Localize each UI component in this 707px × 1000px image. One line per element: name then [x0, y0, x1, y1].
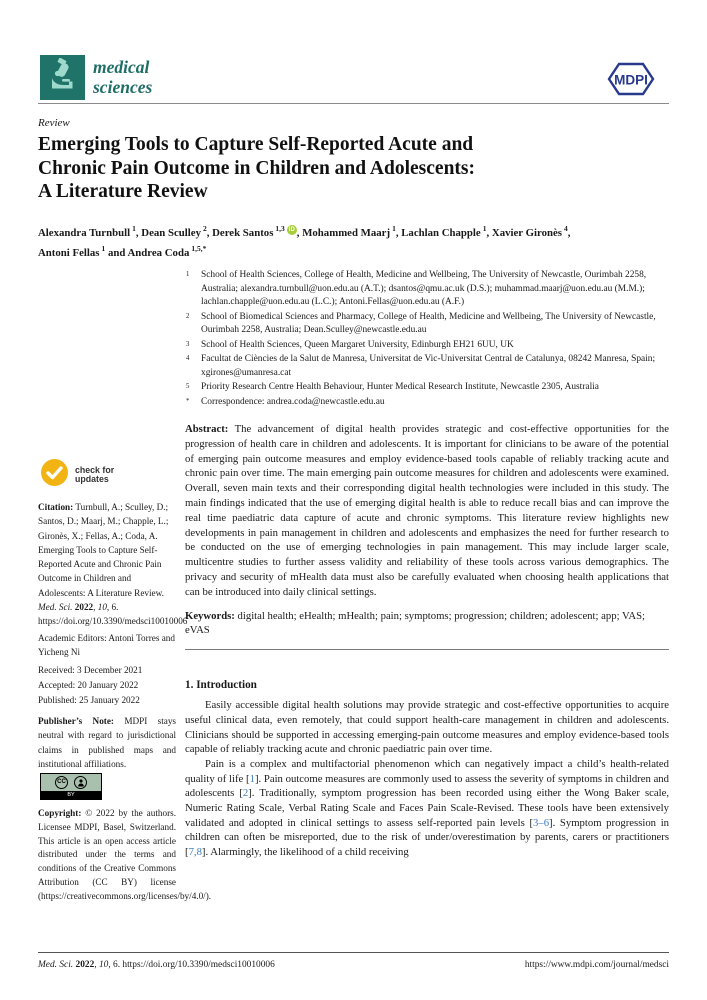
- affiliation-text: Correspondence: andrea.coda@newcastle.edu.au: [201, 396, 385, 407]
- title-line2: Chronic Pain Outcome in Children and Adolescents:: [38, 157, 475, 179]
- citation-journal: Med. Sci.: [38, 602, 75, 613]
- body-text: Pain is a complex and multifactorial phenomenon which can negatively impact a child’s health-related quality of life [: [185, 757, 669, 785]
- affiliation-number: 3: [186, 340, 190, 348]
- citation-text: [38, 502, 187, 626]
- academic-editors: Academic Editors: Antoni Torres and Yicheng Ni: [38, 633, 175, 658]
- intro-paragraph-2: [185, 757, 669, 860]
- affiliation-text: Priority Research Centre Health Behaviour, Hunter Medical Research Institute, Newcastle 2305, Australia: [201, 382, 599, 392]
- author-affiliation-sup: 4: [563, 224, 568, 233]
- keywords-text: digital health; eHealth; mHealth; pain; symptoms; progression; children; adolescent; app; VAS; eVAS: [185, 609, 645, 637]
- author-name: Lachlan Chapple: [401, 226, 481, 239]
- author-affiliation-sup: 1: [132, 224, 136, 233]
- affiliations: [185, 269, 669, 409]
- affiliation-row: [185, 269, 669, 310]
- intro-paragraph-1: Easily accessible digital health solutions may provide strategic and cost-effective opportunities to acquire useful clinical data, even remotely, that could support health-care management in children and adolescents. Clinicians should be supported in accessing emerging-pain outcome measures and employ evidence-based tools capable of reliably tracking acute and chronic paediatric pain over time.: [185, 699, 669, 756]
- received-date: Received: 3 December 2021: [38, 665, 143, 675]
- affiliation-row: [185, 396, 669, 410]
- author-name: Alexandra Turnbull: [38, 226, 131, 239]
- abstract-text: The advancement of digital health provides strategic and cost-effective opportunities for the progression of health care in children and adolescents. It is important for clinicians to be aware of the potential of emerging pain outcome measures and employ evidence-based tools capable of reliably tracking acute and chronic pain over time. The main emerging pain outcome measures for children and adolescents were examined. Overall, seven main texts and their corresponding digital health technologies were included in this study. The main findings indicated that the use of emerging digital health is able to reduce recall bias and can improve the real time paediatric data capture of acute and chronic symptoms. This literature review highlights new developments in pain management in children and adolescents and emphasizes the need for further research to be conducted on the use of emerging technologies in pain management. This may include larger scale, multicentre studies to further assess validity and reliability of these tools across various demographics. The privacy and security of mHealth data must also be carefully evaluated when choosing health applications that can be introduced into daily clinical settings.: [185, 423, 669, 598]
- journal-name: [93, 57, 152, 97]
- citation-reference-link[interactable]: 2: [242, 787, 249, 800]
- cc-icon: CC: [55, 776, 68, 789]
- abstract-divider: [185, 649, 669, 650]
- footer-citation: [38, 960, 275, 970]
- author-name: Mohammed Maarj: [302, 226, 391, 239]
- citation-reference-link[interactable]: 7,8: [188, 846, 202, 859]
- mdpi-logo-text: MDPI: [614, 72, 648, 88]
- citation-segment: Turnbull, A.; Sculley, D.; Santos, D.; Maarj, M.; Chapple, L.; Gironès, X.; Fellas, A.; Coda, A. Emerging Tools to Capture Self-Reported Acute and Chronic Pain Outcome in Children and Adolescents: A Literature Review.: [38, 502, 169, 598]
- publishers-note: [38, 714, 176, 771]
- journal-logo: [40, 55, 85, 100]
- affiliation-text: Facultat de Ciències de la Salut de Manresa, Universitat de Vic-Universitat Central de Catalunya, 08242 Manresa, Spain; xgirones@umanresa.cat: [201, 354, 656, 378]
- cc-icons: [41, 776, 101, 789]
- author-name: Dean Sculley: [141, 226, 201, 239]
- citation-label: Citation:: [38, 502, 74, 512]
- affiliation-number: *: [186, 397, 190, 405]
- affiliation-number: 1: [186, 271, 190, 278]
- journal-name-line2: sciences: [93, 77, 153, 97]
- author-separator: ,: [296, 226, 303, 239]
- author-affiliation-sup: 1: [482, 224, 487, 233]
- footer-divider: [38, 952, 669, 953]
- author-list: [38, 221, 688, 261]
- author-line-1: [38, 221, 688, 241]
- author: [212, 224, 303, 239]
- author-separator: and: [105, 246, 128, 259]
- footer-year: 2022: [75, 960, 95, 970]
- affiliation-text: School of Health Sciences, Queen Margaret University, Edinburgh EH21 6UU, UK: [201, 339, 514, 350]
- author: [127, 244, 207, 259]
- author-affiliation-sup: 1,5,*: [191, 244, 207, 254]
- title-line3: A Literature Review: [38, 181, 208, 202]
- footer-journal: Med. Sci.: [38, 960, 76, 970]
- author: [302, 224, 402, 239]
- publishers-note-text: MDPI stays neutral with regard to jurisdictional claims in published maps and institutional affiliations.: [38, 716, 176, 769]
- check-for-updates-label: [75, 466, 114, 485]
- citation-year: 2022: [74, 602, 94, 613]
- check-label-line2: updates: [75, 474, 109, 484]
- author-affiliation-sup: 1,3: [275, 224, 285, 233]
- citation-reference-link[interactable]: 3–6: [533, 816, 550, 829]
- author: [38, 244, 128, 259]
- affiliation-number: 5: [186, 383, 190, 390]
- article-type-label: Review: [38, 117, 70, 129]
- copyright-text: © 2022 by the authors. Licensee MDPI, Basel, Switzerland. This article is an open access article distributed under the terms and conditions of the Creative Commons Attribution (CC BY) license (https://creativecommons.org/licenses/by/4.0/).: [38, 808, 212, 901]
- author: [38, 224, 142, 239]
- author-affiliation-sup: 1: [392, 224, 396, 233]
- abstract-label: Abstract:: [185, 423, 229, 435]
- citation-block: [38, 500, 188, 629]
- author-name: Antoni Fellas: [38, 246, 100, 259]
- mdpi-logo[interactable]: [597, 58, 665, 105]
- author-separator: ,: [395, 226, 402, 239]
- author-affiliation-sup: 1: [101, 244, 106, 254]
- author-name: Derek Santos: [212, 226, 274, 239]
- author: [491, 224, 571, 239]
- affiliation-text: School of Health Sciences, College of Health, Medicine and Wellbeing, The University of Newcastle, Ourimbah 2258, Australia; alexandra.turnbull@uon.edu.au (A.T.); dsantos@qmu.ac.uk (D.S.); muhammad.maarj@uon.edu.au (M.M.); lachlan.chapple@uon.edu.au (L.C.); Antoni.Fellas@uon.edu.au (A.F.): [201, 270, 647, 307]
- title-line1: Emerging Tools to Capture Self-Reported Acute and: [38, 134, 474, 155]
- cc-by-license-badge[interactable]: [40, 773, 102, 800]
- author-affiliation-sup: 2: [202, 224, 207, 233]
- published-date: Published: 25 January 2022: [38, 695, 140, 705]
- affiliation-number: 4: [186, 355, 190, 362]
- page-title: [38, 133, 678, 204]
- author-separator: ,: [135, 226, 142, 239]
- author: [401, 224, 492, 239]
- abstract: [185, 422, 669, 600]
- publishers-note-label: Publisher’s Note:: [38, 716, 114, 726]
- header-divider: [38, 103, 669, 104]
- citation-journal: , 10: [93, 602, 107, 613]
- author-name: Andrea Coda: [127, 246, 190, 259]
- check-for-updates-button[interactable]: [40, 458, 114, 492]
- keywords-label: Keywords:: [185, 609, 235, 622]
- check-circle-icon: [40, 458, 69, 492]
- footer-journal-url[interactable]: https://www.mdpi.com/journal/medsci: [524, 960, 669, 970]
- affiliation-row: [185, 311, 669, 338]
- microscope-icon: [47, 58, 79, 97]
- accepted-date: Accepted: 20 January 2022: [38, 680, 139, 690]
- affiliation-number: 2: [186, 312, 190, 320]
- affiliation-row: [185, 381, 669, 395]
- citation-segment: , 6. https://doi.org/10.3390/medsci10010006: [38, 602, 188, 627]
- author-separator: ,: [567, 226, 571, 239]
- body-text: ]. Traditionally, symptom progression has been recorded using either the Wong Baker scale, Numeric Rating Scale, Verbal Rating Scale and Faces Pain Scale-Revised. These tools have been extensively validated and adopted in clinical settings to assess self-reported pain levels [: [185, 787, 669, 829]
- orcid-icon[interactable]: iD: [288, 227, 295, 233]
- author-name: Xavier Gironès: [491, 226, 562, 239]
- body-text: ]. Alarmingly, the likelihood of a child receiving: [201, 846, 409, 859]
- author-separator: ,: [206, 226, 213, 239]
- cc-by-label: BY: [41, 791, 101, 799]
- body-text: ]. Symptom progression in children can often be misreported, due to the risk of under/overestimation by parents, carers or practitioners [: [185, 816, 670, 859]
- section-heading-introduction: 1. Introduction: [185, 679, 257, 692]
- article-dates: [38, 663, 176, 708]
- author-line-2: [38, 241, 688, 261]
- cc-person-icon: [74, 776, 87, 789]
- footer-journal: , 10: [94, 960, 109, 970]
- body-text: ]. Pain outcome measures are commonly used to assess the severity of symptoms in children and adolescents [: [185, 772, 669, 800]
- check-label-line1: check for: [75, 464, 115, 475]
- author-separator: ,: [486, 226, 492, 239]
- affiliation-row: [185, 339, 669, 353]
- journal-name-line1: medical: [93, 57, 150, 77]
- affiliation-row: [185, 353, 669, 380]
- author: [141, 224, 213, 239]
- affiliation-text: School of Biomedical Sciences and Pharmacy, College of Health, Medicine and Wellbeing, The University of Newcastle, Ourimbah 2258, Australia; Dean.Sculley@newcastle.edu.au: [201, 311, 656, 335]
- citation-reference-link[interactable]: 1: [249, 772, 255, 785]
- footer-doi-link[interactable]: , 6. https://doi.org/10.3390/medsci10010006: [108, 960, 275, 970]
- keywords: [185, 609, 669, 639]
- copyright-label: Copyright:: [38, 808, 82, 818]
- main-column: [185, 269, 669, 860]
